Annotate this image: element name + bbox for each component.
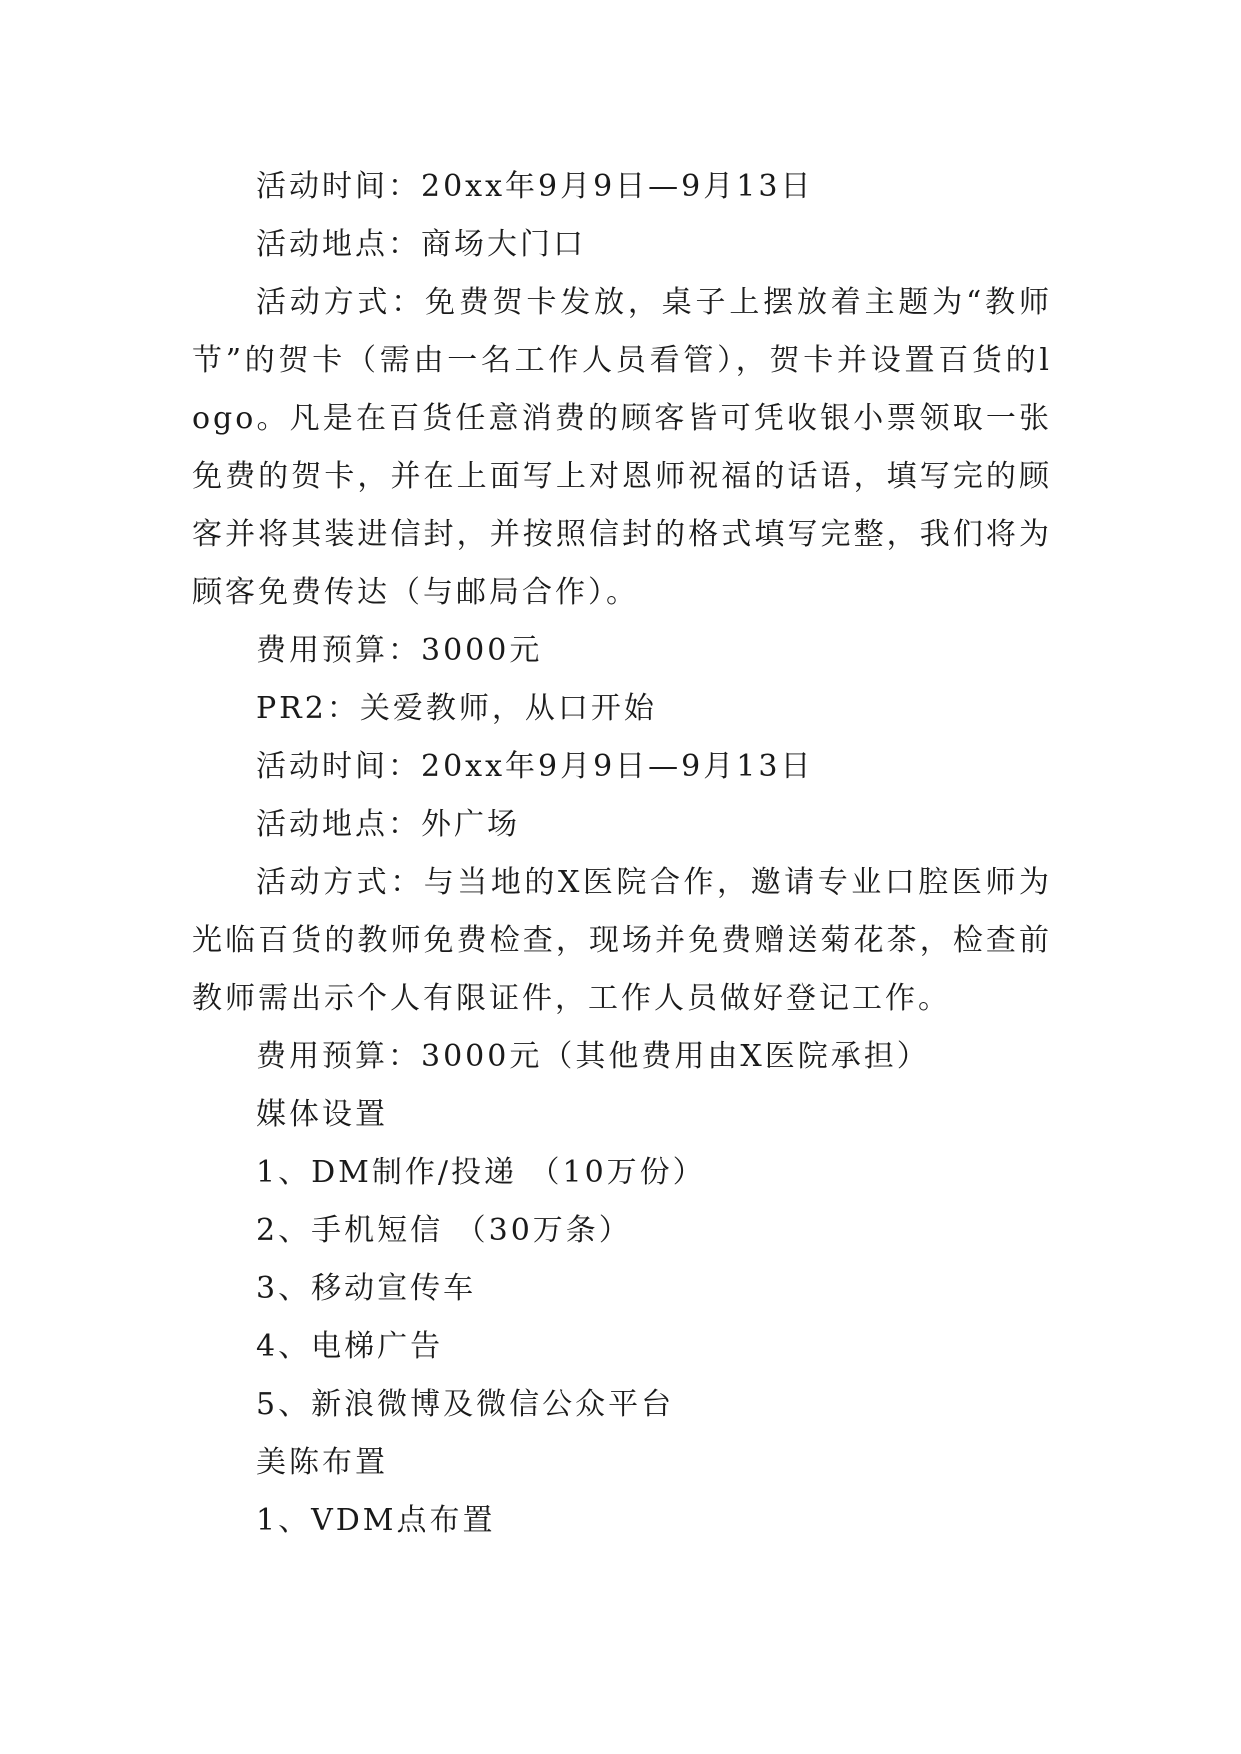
paragraph-media-heading: 媒体设置 (256, 1097, 388, 1132)
list-item-media-5: 5、新浪微博及微信公众平台 (256, 1387, 675, 1422)
paragraph-activity-time-1: 活动时间：20xx年9月9日—9月13日 (256, 169, 814, 204)
paragraph-activity-time-2: 活动时间：20xx年9月9日—9月13日 (256, 749, 814, 784)
paragraph-display-heading: 美陈布置 (256, 1445, 388, 1480)
paragraph-pr2-heading: PR2：关爱教师，从口开始 (256, 691, 657, 726)
list-item-media-4: 4、电梯广告 (256, 1329, 444, 1364)
paragraph-budget-1: 费用预算：3000元 (256, 633, 543, 668)
paragraph-activity-location-1: 活动地点：商场大门口 (256, 227, 586, 262)
paragraph-activity-method-1: 活动方式：免费贺卡发放，桌子上摆放着主题为“教师节”的贺卡（需由一名工作人员看管），贺卡并设置百货的logo。凡是在百货任意消费的顾客皆可凭收银小票领取一张免费的贺卡，并在上面写上对恩师祝福的话语，填写完的顾客并将其装进信封，并按照信封的格式填写完整，我们将为顾客免费传达（与邮局合作）。 (192, 285, 1052, 610)
list-item-display-1: 1、VDM点布置 (256, 1503, 496, 1538)
list-item-media-3: 3、移动宣传车 (256, 1271, 477, 1306)
paragraph-activity-location-2: 活动地点：外广场 (256, 807, 520, 842)
list-item-media-2: 2、手机短信 （30万条） (256, 1213, 632, 1248)
paragraph-activity-method-2: 活动方式：与当地的X医院合作，邀请专业口腔医师为光临百货的教师免费检查，现场并免费赠送菊花茶，检查前教师需出示个人有限证件，工作人员做好登记工作。 (192, 865, 1052, 1016)
document-body (192, 158, 1052, 1550)
list-item-media-1: 1、DM制作/投递 （10万份） (256, 1155, 706, 1190)
paragraph-budget-2: 费用预算：3000元（其他费用由X医院承担） (256, 1039, 930, 1074)
